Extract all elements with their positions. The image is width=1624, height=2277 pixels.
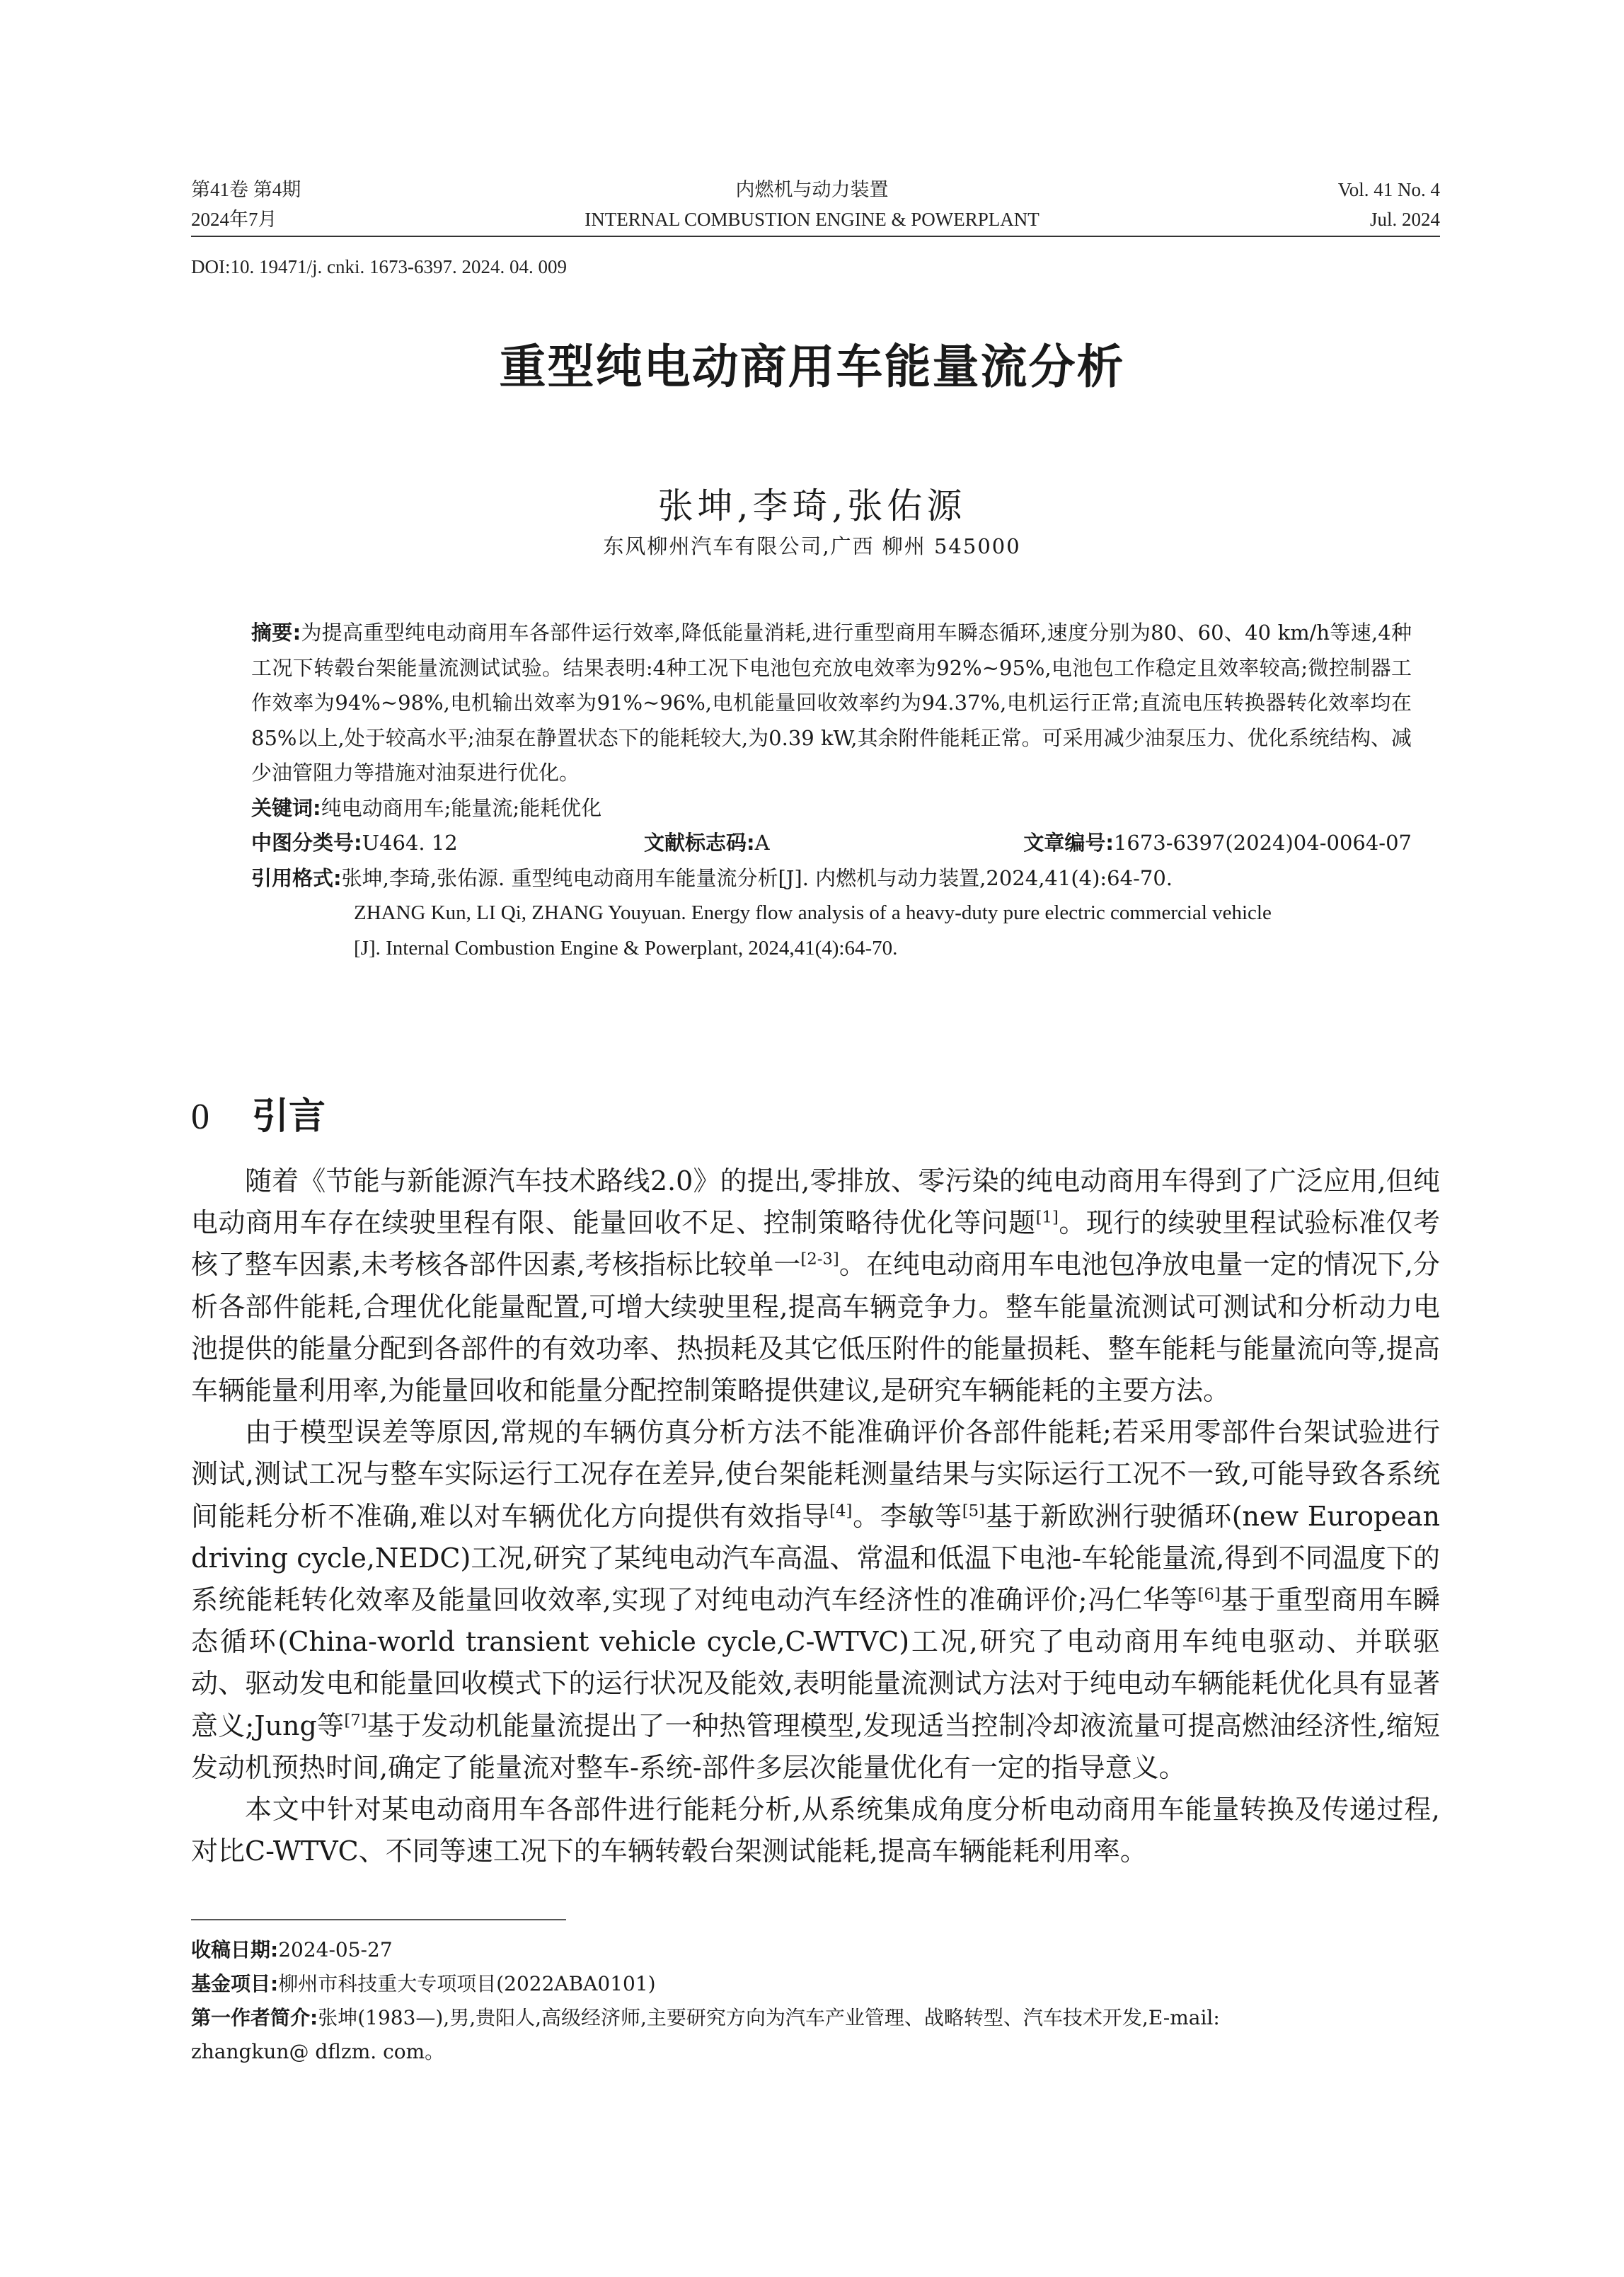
p3-text-a: 本文中针对某电动商用车各部件进行能耗分析,从系统集成角度分析电动商用车能量转换及传递过程,对比C-WTVC、不同等速工况下的车辆转毂台架测试能耗,提高车辆能耗利用率。	[191, 1794, 1440, 1867]
p2-text-d: 基于重型商用车瞬态循环(China-world transient vehicle cycle,C-WTVC)工况,研究了电动商用车纯电驱动、并联驱动、驱动发电和能量回收模式下的运行状况及能效,表明能量流测试方法对于纯电动车辆能耗优化具有显著意义;Jung等	[191, 1584, 1440, 1741]
p2-ref-3[interactable]: [6]	[1197, 1585, 1221, 1604]
abstract-text: 为提高重型纯电动商用车各部件运行效率,降低能量消耗,进行重型商用车瞬态循环,速度分别为80、60、40 km/h等速,4种工况下转毂台架能量流测试试验。结果表明:4种工况下电池包充放电效率为92%~95%,电池包工作稳定且效率较高;微控制器工作效率为94%~98%,电机输出效率为91%~96%,电机能量回收效率约为94.37%,电机运行正常;直流电压转换器转化效率均在85%以上,处于较高水平;油泵在静置状态下的能耗较大,为0.39 kW,其余附件能耗正常。可采用减少油泵压力、优化系统结构、减少油管阻力等措施对油泵进行优化。	[251, 621, 1412, 785]
section-title: 引言	[252, 1095, 326, 1138]
citation-en-line1: ZHANG Kun, LI Qi, ZHANG Youyuan. Energy flow analysis of a heavy-duty pure electric commercial vehicle	[354, 901, 1272, 924]
fund-label: 基金项目:	[191, 1972, 279, 1995]
p1-ref-1[interactable]: [1]	[1035, 1208, 1059, 1227]
fund-value: 柳州市科技重大专项项目(2022ABA0101)	[278, 1972, 656, 1995]
p2-text-b: 。李敏等	[852, 1500, 962, 1532]
p1-text-b: 。现行的续驶里程试验标准仅考核了整车因素,未考核各部件因素,考核指标比较单一	[191, 1207, 1440, 1281]
doc-value: A	[754, 831, 770, 855]
author-email[interactable]: zhangkun@ dflzm. com。	[191, 2040, 445, 2063]
p1-ref-2[interactable]: [2-3]	[800, 1250, 839, 1269]
p2-text-e: 基于发动机能量流提出了一种热管理模型,发现适当控制冷却液流量可提高燃油经济性,缩短发动机预热时间,确定了能量流对整车-系统-部件多层次能量优化有一定的指导意义。	[191, 1710, 1440, 1783]
header-rule	[191, 236, 1440, 237]
paper-title: 重型纯电动商用车能量流分析	[499, 340, 1125, 394]
p2-text-a: 由于模型误差等原因,常规的车辆仿真分析方法不能准确评价各部件能耗;若采用零部件台架试验进行测试,测试工况与整车实际运行工况存在差异,使台架能耗测量结果与实际运行工况不一致,可能导致各系统间能耗分析不准确,难以对车辆优化方向提供有效指导	[191, 1417, 1440, 1532]
clc-label: 中图分类号:	[251, 831, 362, 855]
citation-en-line2: [J]. Internal Combustion Engine & Powerplant, 2024,41(4):64-70.	[354, 936, 898, 959]
authors: 张坤,李琦,张佑源	[657, 485, 967, 526]
p2-text-c: 基于新欧洲行驶循环(new European driving cycle,NEDC)工况,研究了某纯电动汽车高温、常温和低温下电池-车轮能量流,得到不同温度下的系统能耗转化效率及能量回收效率,实现了对纯电动汽车经济性的准确评价;冯仁华等	[191, 1500, 1440, 1616]
clc-code	[251, 826, 458, 861]
received-label: 收稿日期:	[191, 1938, 279, 1961]
keywords-label: 关键词:	[251, 795, 321, 820]
header-volume-issue: 第41卷 第4期	[191, 179, 301, 200]
first-author-bio	[191, 2001, 1440, 2035]
header-month-en: Jul. 2024	[1369, 209, 1440, 230]
classification-row	[251, 826, 1412, 861]
doc-label: 文献标志码:	[644, 831, 755, 855]
abstract-label: 摘要:	[251, 621, 301, 645]
citation-zh	[251, 861, 1412, 897]
p2-ref-2[interactable]: [5]	[962, 1501, 986, 1520]
section-number: 0	[191, 1097, 209, 1137]
art-label: 文章编号:	[1023, 831, 1114, 855]
received-date	[191, 1933, 1440, 1967]
p2-ref-4[interactable]: [7]	[344, 1710, 367, 1729]
author-bio-value: 张坤(1983—),男,贵阳人,高级经济师,主要研究方向为汽车产业管理、战略转型、汽车技术开发,E-mail:	[318, 2006, 1220, 2029]
section-heading	[191, 1086, 326, 1139]
author-bio-label: 第一作者简介:	[191, 2006, 318, 2029]
header-journal-zh: 内燃机与动力装置	[735, 179, 889, 200]
abstract	[251, 616, 1412, 966]
body-text	[191, 1160, 1440, 1872]
art-value: 1673-6397(2024)04-0064-07	[1113, 831, 1412, 855]
received-value: 2024-05-27	[278, 1938, 393, 1961]
p2-ref-1[interactable]: [4]	[829, 1501, 853, 1520]
citation-label: 引用格式:	[251, 865, 342, 890]
p1-text-c: 。在纯电动商用车电池包净放电量一定的情况下,分析各部件能耗,合理优化能量配置,可增大续驶里程,提高车辆竞争力。整车能量流测试可测试和分析动力电池提供的能量分配到各部件的有效功率、热损耗及其它低压附件的能量损耗、整车能耗与能量流向等,提高车辆能量利用率,为能量回收和能量分配控制策略提供建议,是研究车辆能耗的主要方法。	[191, 1249, 1440, 1407]
fund-project	[191, 1967, 1440, 2001]
keywords-text: 纯电动商用车;能量流;能耗优化	[321, 795, 602, 820]
doc-code	[644, 826, 770, 861]
header-journal-en: INTERNAL COMBUSTION ENGINE & POWERPLANT	[584, 209, 1040, 230]
clc-value: U464. 12	[362, 831, 458, 855]
header-date: 2024年7月	[191, 209, 277, 230]
footnote-rule	[191, 1919, 566, 1920]
citation-zh-text: 张坤,李琦,张佑源. 重型纯电动商用车能量流分析[J]. 内燃机与动力装置,2024,41(4):64-70.	[341, 865, 1173, 890]
paragraph-1	[191, 1160, 1440, 1412]
paragraph-3	[191, 1789, 1440, 1872]
header-vol-no: Vol. 41 No. 4	[1337, 179, 1440, 200]
p1-text-a: 随着《节能与新能源汽车技术路线2.0》的提出,零排放、零污染的纯电动商用车得到了广泛应用,但纯电动商用车存在续驶里程有限、能量回收不足、控制策略待优化等问题	[191, 1165, 1440, 1239]
affiliation: 东风柳州汽车有限公司,广西 柳州 545000	[603, 534, 1021, 558]
paragraph-2	[191, 1412, 1440, 1789]
article-number	[1023, 826, 1412, 861]
footnotes	[191, 1933, 1440, 2069]
doi: DOI:10. 19471/j. cnki. 1673-6397. 2024. 04. 009	[191, 256, 567, 277]
keywords	[251, 791, 1412, 826]
